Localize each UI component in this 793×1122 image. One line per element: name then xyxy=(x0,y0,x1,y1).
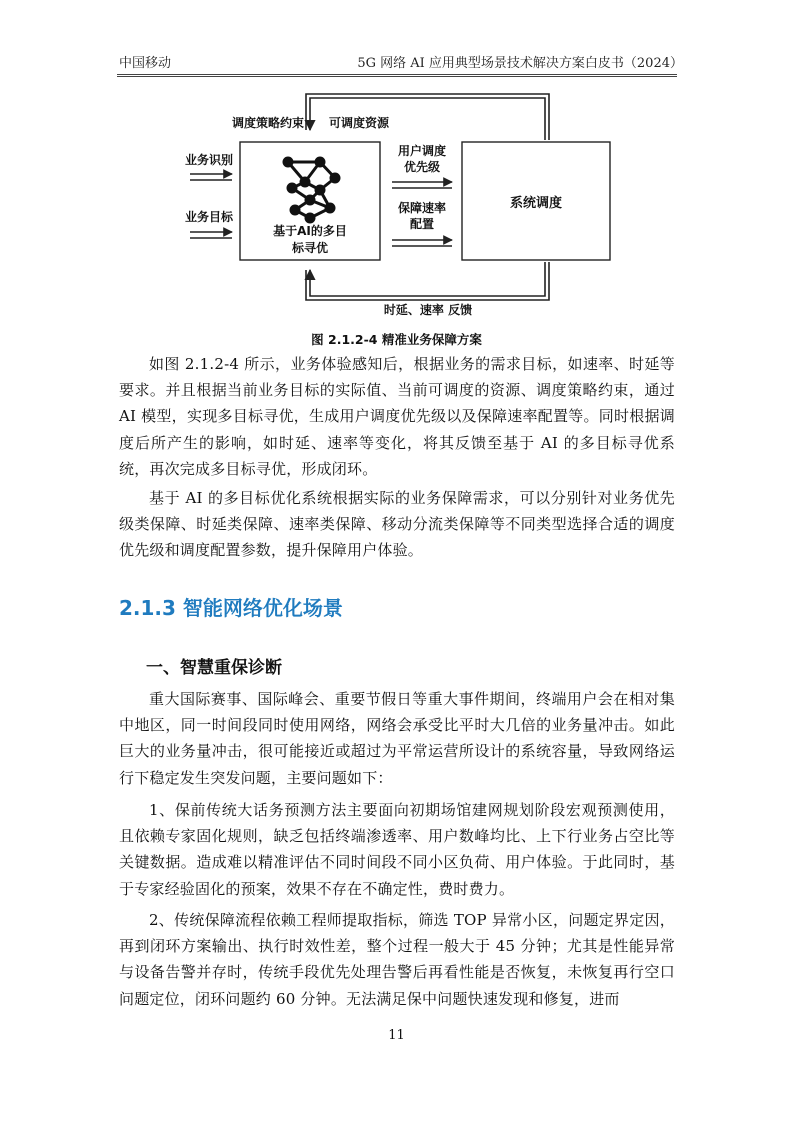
header-doc-title: 5G 网络 AI 应用典型场景技术解决方案白皮书（2024） xyxy=(357,56,683,71)
scheduling-diagram xyxy=(170,90,630,320)
paragraph-1: 如图 2.1.2-4 所示，业务体验感知后，根据业务的需求目标，如速率、时延等要求。并且根据当前业务目标的实际值、当前可调度的资源、调度策略约束，通过 AI 模型，实现多目标寻优，生成用户调度优先级以及保障速率配置等。同时根据调度后所产生的影响，如时延、速率等变化，将其反馈至基于 AI 的多目标寻优系统，再次完成多目标寻优，形成闭环。 xyxy=(119,355,675,478)
system-scheduling-label: 系统调度 xyxy=(509,196,563,211)
ai-box-label-2: 标寻优 xyxy=(291,241,329,255)
mid-label-priority-2: 优先级 xyxy=(403,160,441,174)
subsection-title: 一、智慧重保诊断 xyxy=(146,658,282,678)
mid-label-rate-2: 配置 xyxy=(409,217,435,231)
mid-label-priority-1: 用户调度 xyxy=(397,144,447,158)
paragraph-4: 1、保前传统大话务预测方法主要面向初期场馆建网规划阶段宏观预测使用，且依赖专家固化规则，缺乏包括终端渗透率、用户数峰均比、上下行业务占空比等关键数据。造成难以精准评估不同时间段不同小区负荷、用户体验。于此同时，基于专家经验固化的预案，效果不存在不确定性，费时费力。 xyxy=(119,801,675,898)
input-label-service-id: 业务识别 xyxy=(185,153,234,167)
mid-label-rate-1: 保障速率 xyxy=(397,201,447,215)
paragraph-3: 重大国际赛事、国际峰会、重要节假日等重大事件期间，终端用户会在相对集中地区，同一时间段同时使用网络，网络会承受比平时大几倍的业务量冲击。如此巨大的业务量冲击，很可能接近或超过为平常运营所设计的系统容量，导致网络运行下稳定发生突发问题，主要问题如下： xyxy=(119,690,675,787)
paragraph-2: 基于 AI 的多目标优化系统根据实际的业务保障需求，可以分别针对业务优先级类保障、时延类保障、速率类保障、移动分流类保障等不同类型选择合适的调度优先级和调度配置参数，提升保障用户体验。 xyxy=(119,489,675,560)
bottom-loop-arrow xyxy=(310,262,545,296)
paragraph-5: 2、传统保障流程依赖工程师提取指标，筛选 TOP 异常小区，问题定界定因，再到闭环方案输出、执行时效性差，整个过程一般大于 45 分钟；尤其是性能异常与设备告警并存时，传统手段优先处理告警后再看性能是否恢复，未恢复再行空口问题定位，闭环问题约 60 分钟。无法满足保中问题快速发现和修复，进而 xyxy=(119,911,675,1008)
label-schedule-policy: 调度策略约束 xyxy=(232,116,305,130)
section-title: 2.1.3 智能网络优化场景 xyxy=(119,596,343,620)
header-org: 中国移动 xyxy=(119,56,172,71)
header-rule-secondary xyxy=(117,76,677,77)
page-number: 11 xyxy=(388,1028,405,1043)
label-latency-feedback: 时延、速率 反馈 xyxy=(383,303,473,317)
header-rule xyxy=(117,74,677,75)
ai-box-label-1: 基于AI的多目 xyxy=(273,224,347,238)
label-schedulable-resource: 可调度资源 xyxy=(329,116,390,130)
figure-caption: 图 2.1.2-4 精准业务保障方案 xyxy=(311,332,482,347)
input-label-service-goal: 业务目标 xyxy=(185,210,234,224)
